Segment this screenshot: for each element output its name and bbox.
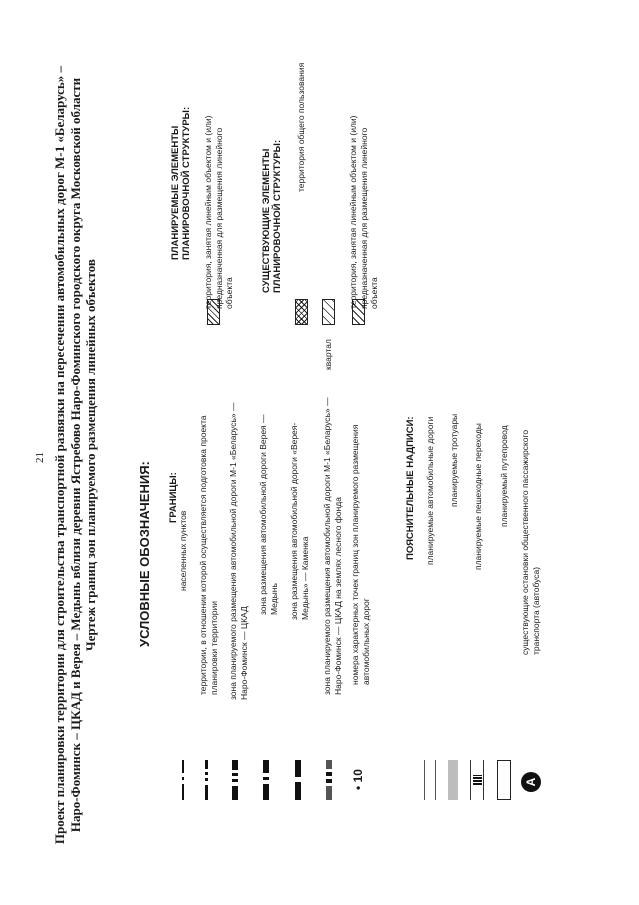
note-item-2: планируемые тротуары (449, 413, 459, 507)
existing-heading: СУЩЕСТВУЮЩИЕ ЭЛЕМЕНТЫ ПЛАНИРОВОЧНОЙ СТРУКТУРЫ: (261, 139, 283, 293)
forest-fund-zone-symbol (326, 760, 332, 800)
point-number-symbol: • 10 (351, 769, 365, 790)
bus-stop-icon: А (521, 772, 541, 792)
public-use-hatch (295, 299, 308, 325)
legend-heading: УСЛОВНЫЕ ОБОЗНАЧЕНИЯ: (137, 461, 152, 647)
planning-territory-boundary-symbol (205, 760, 208, 800)
note-item-3: планируемые пешеходные переходы (473, 423, 483, 570)
planned-heading: ПЛАНИРУЕМЫЕ ЭЛЕМЕНТЫ ПЛАНИРОВОЧНОЙ СТРУКТУРЫ: (170, 106, 192, 260)
boundary-item-2: территории, в отношении которой осуществляется подготовка проекта планировки территории (198, 415, 219, 695)
planned-road-zone-symbol (232, 760, 238, 800)
document-title (52, 45, 99, 865)
planned-sidewalks-symbol (448, 760, 458, 800)
title-line-3: Чертеж границ зон планируемого размещения линейных объектов (83, 259, 98, 651)
existing-item-1: территория общего пользования (296, 62, 306, 192)
note-item-1: планируемые автомобильные дороги (425, 416, 435, 565)
notes-heading: ПОЯСНИТЕЛЬНЫЕ НАДПИСИ: (405, 416, 416, 560)
note-item-5: существующие остановки общественного пассажирского транспорта (автобуса) (520, 429, 541, 655)
existing-item-3: территория, занятая линейным объектом и (или) предназначенная для размещения линейного объекта (348, 115, 379, 309)
kamenka-zone-symbol (295, 760, 301, 800)
planned-crossings-symbol (470, 760, 484, 800)
settlement-boundary-symbol (182, 760, 184, 800)
title-line-2: Наро-Фоминск – ЦКАД и Верея – Медынь вблизи деревни Ястребово Наро-Фоминского городского округа Московской области (67, 77, 83, 833)
boundaries-heading: ГРАНИЦЫ: (168, 472, 179, 523)
page-number: 21 (34, 452, 46, 463)
boundary-item-5: зона размещения автомобильной дороги «Верея-Медынь» — Каменка (289, 422, 310, 620)
planned-item-1: территория, занятая линейным объектом и (или) предназначенная для размещения линейного объекта (203, 115, 234, 309)
boundary-item-1: населенных пунктов (178, 510, 188, 591)
note-item-4: планируемый путепровод (499, 425, 509, 527)
boundary-item-3: зона планируемого размещения автомобильной дороги М-1 «Беларусь» — Наро-Фоминск — ЦКАД (228, 402, 249, 700)
boundary-item-7: номера характерных точек границ зон планируемого размещения автомобильных дорог (350, 424, 371, 685)
boundary-item-6: зона планируемого размещения автомобильной дороги М-1 «Беларусь» — Наро-Фоминск — ЦКАД на землях лесного фонда (322, 397, 343, 695)
boundary-item-4: зона размещения автомобильной дороги Верея — Медынь (258, 414, 279, 615)
vereya-medyn-zone-symbol (263, 760, 269, 800)
existing-item-2: квартал (323, 339, 333, 370)
planned-overpass-symbol (497, 760, 511, 800)
title-line-1: Проект планировки территории для строительства транспортной развязки на пересечении автомобильных дорог М-1 «Беларусь» – (52, 65, 67, 845)
planned-roads-symbol (424, 760, 436, 800)
